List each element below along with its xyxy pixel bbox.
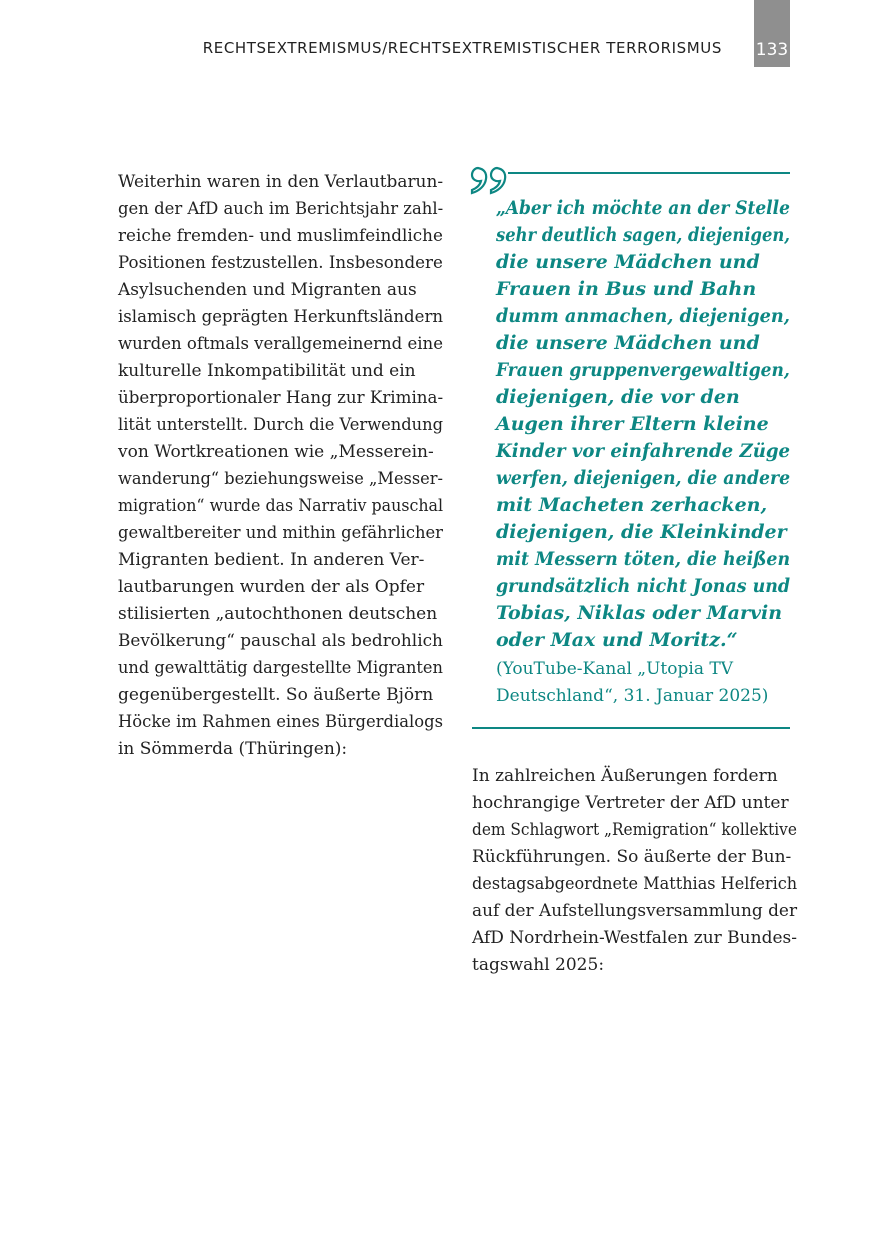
quote-line: die unsere Mädchen und bbox=[496, 251, 760, 273]
page-number-tab bbox=[754, 0, 790, 67]
body-line: AfD Nordrhein-Westfalen zur Bundes- bbox=[472, 928, 797, 948]
quote-line: „Aber ich möchte an der Stelle bbox=[496, 197, 790, 219]
body-line: wurden oftmals verallgemeinernd eine bbox=[118, 334, 443, 354]
page-number: 133 bbox=[755, 40, 789, 60]
quote-text bbox=[496, 195, 790, 654]
quote-source bbox=[496, 656, 790, 710]
body-line: destagsabgeordnete Matthias Helferich bbox=[472, 874, 798, 894]
body-line: dem Schlagwort „Remigration“ kollektive bbox=[472, 820, 797, 840]
body-line: gegenübergestellt. So äußerte Björn bbox=[118, 685, 434, 705]
quote-line: mit Macheten zerhacken, bbox=[496, 494, 768, 516]
quote-line: Kinder vor einfahrende Züge bbox=[496, 440, 791, 462]
body-line: überproportionaler Hang zur Krimina- bbox=[118, 388, 444, 408]
right-body-text bbox=[472, 763, 797, 979]
body-line: reiche fremden- und muslimfeindliche bbox=[118, 226, 443, 246]
body-line: migration“ wurde das Narrativ pauschal bbox=[118, 496, 444, 516]
body-line: Rückführungen. So äußerte der Bun- bbox=[472, 847, 792, 867]
body-line: Weiterhin waren in den Verlautbarun- bbox=[118, 172, 444, 192]
quotation-mark-icon bbox=[469, 164, 511, 196]
body-line: tagswahl 2025: bbox=[472, 955, 605, 975]
body-line: islamisch geprägten Herkunftsländern bbox=[118, 307, 444, 327]
quote-line: die unsere Mädchen und bbox=[496, 332, 760, 354]
quote-line: mit Messern töten, die heißen bbox=[496, 548, 791, 570]
quote-line: sehr deutlich sagen, diejenigen, bbox=[496, 224, 790, 246]
quote-line: Augen ihrer Eltern kleine bbox=[496, 413, 769, 435]
body-line: gewaltbereiter und mithin gefährlicher bbox=[118, 523, 443, 543]
quote-line: werfen, diejenigen, die andere bbox=[496, 467, 791, 489]
quote-top-rule bbox=[508, 172, 790, 174]
quote-line: diejenigen, die vor den bbox=[496, 386, 740, 408]
quote-line: dumm anmachen, diejenigen, bbox=[496, 305, 790, 327]
quote-line: diejenigen, die Kleinkinder bbox=[496, 521, 787, 543]
body-line: Asylsuchenden und Migranten aus bbox=[118, 280, 417, 300]
body-line: Höcke im Rahmen eines Bürgerdialogs bbox=[118, 712, 443, 732]
quote-line: grundsätzlich nicht Jonas und bbox=[496, 575, 791, 597]
body-line: lautbarungen wurden der als Opfer bbox=[118, 577, 425, 597]
body-line: lität unterstellt. Durch die Verwendung bbox=[118, 415, 444, 435]
left-body-text bbox=[118, 169, 443, 763]
body-line: Migranten bedient. In anderen Ver- bbox=[118, 550, 425, 570]
quote-bottom-rule bbox=[472, 727, 790, 729]
running-title: RECHTSEXTREMISMUS/RECHTSEXTREMISTISCHER TERRORISMUS bbox=[202, 39, 722, 57]
body-line: auf der Aufstellungsversammlung der bbox=[472, 901, 798, 921]
body-line: kulturelle Inkompatibilität und ein bbox=[118, 361, 416, 381]
quote-line: Frauen gruppenvergewaltigen, bbox=[496, 359, 790, 381]
quote-line: Tobias, Niklas oder Marvin bbox=[496, 602, 783, 624]
body-line: Bevölkerung“ pauschal als bedrohlich bbox=[118, 631, 443, 651]
body-line: In zahlreichen Äußerungen fordern bbox=[472, 766, 778, 786]
body-line: und gewalttätig dargestellte Migranten bbox=[118, 658, 443, 678]
body-line: von Wortkreationen wie „Messerein- bbox=[118, 442, 434, 462]
quote-source-line: Deutschland“, 31. Januar 2025) bbox=[496, 686, 769, 706]
quote-line: oder Max und Moritz.“ bbox=[496, 629, 738, 651]
body-line: stilisierten „autochthonen deutschen bbox=[118, 604, 438, 624]
body-line: gen der AfD auch im Berichtsjahr zahl- bbox=[118, 199, 444, 219]
quote-source-line: (YouTube-Kanal „Utopia TV bbox=[496, 659, 733, 679]
body-line: Positionen festzustellen. Insbesondere bbox=[118, 253, 443, 273]
body-line: in Sömmerda (Thüringen): bbox=[118, 739, 348, 759]
body-line: wanderung“ beziehungsweise „Messer- bbox=[118, 469, 443, 489]
quote-line: Frauen in Bus und Bahn bbox=[496, 278, 757, 300]
body-line: hochrangige Vertreter der AfD unter bbox=[472, 793, 789, 813]
